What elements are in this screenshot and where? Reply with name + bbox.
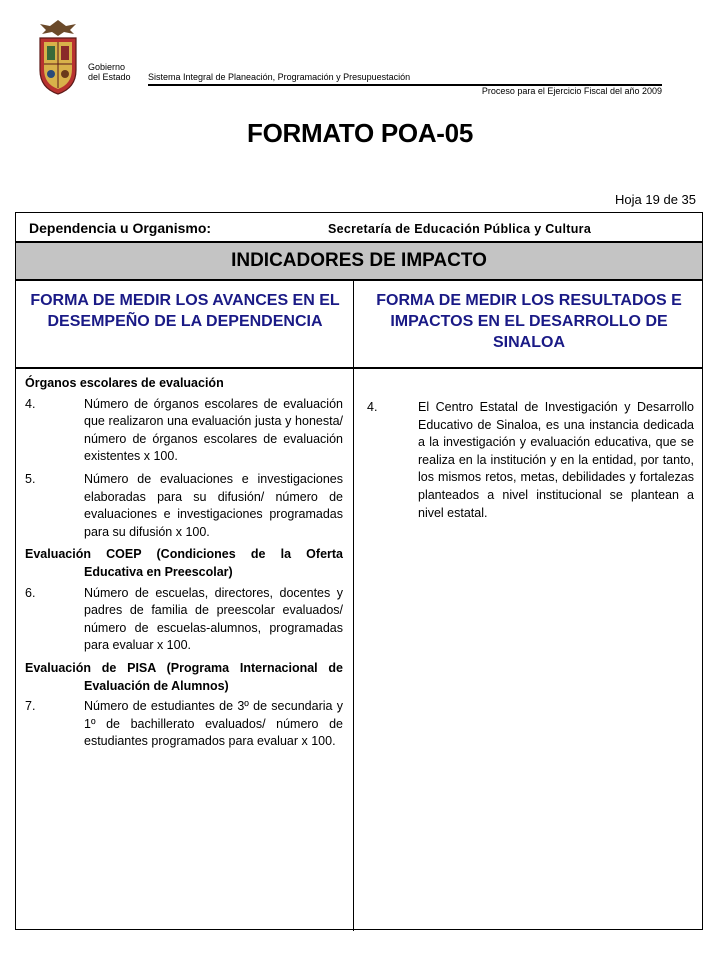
government-line-2: del Estado	[88, 72, 131, 82]
list-item	[25, 396, 343, 466]
list-item	[25, 585, 343, 655]
right-column-heading: FORMA DE MEDIR LOS RESULTADOS E IMPACTOS EN EL DESARROLLO DE SINALOA	[376, 292, 682, 351]
sheet-number: Hoja 19 de 35	[615, 192, 696, 207]
group-title-evaluation-bodies: Órganos escolares de evaluación	[25, 376, 224, 390]
item-text: Número de evaluaciones e investigaciones elaboradas para su difusión/ número de evaluaciones e investigaciones programadas para su difusión x 100.	[84, 471, 343, 539]
impact-indicators-table	[15, 212, 703, 930]
process-label: Proceso para el Ejercicio Fiscal del año 2009	[481, 86, 662, 96]
group-title-coep: Evaluación COEP (Condiciones de la Oferta Educativa en Preescolar)	[25, 547, 343, 579]
item-text: Número de órganos escolares de evaluación que realizaron una evaluación justa y honesta/ número de órganos escolares de evaluación existentes x 100.	[84, 396, 343, 464]
government-line-1: Gobierno	[88, 62, 126, 72]
item-text: Número de escuelas, directores, docentes y padres de familia de preescolar evaluados/ número de escuelas-alumnos, programadas para evaluar x 100.	[84, 585, 343, 653]
item-number: 4.	[367, 400, 378, 414]
column-headings-row	[16, 281, 702, 369]
dependency-row	[16, 213, 702, 243]
item-number: 7.	[25, 699, 36, 714]
list-item	[25, 471, 343, 541]
government-label	[88, 62, 131, 82]
left-column-content	[25, 375, 343, 756]
item-text: El Centro Estatal de Investigación y Desarrollo Educativo de Sinaloa, es una instancia dedicada a la investigación y evaluación educativa, que se realiza en la institución y en la entidad, por tanto, los mismos retos, metas, debilidades y fortalezas planteados a nivel institucional se plantean a nivel estatal.	[418, 400, 694, 520]
list-item	[25, 698, 343, 751]
column-divider	[353, 281, 354, 931]
left-column-heading: FORMA DE MEDIR LOS AVANCES EN EL DESEMPEÑO DE LA DEPENDENCIA	[30, 292, 340, 330]
system-name: Sistema Integral de Planeación, Programación y Presupuestación	[148, 72, 411, 82]
dependency-value: Secretaría de Educación Pública y Cultura	[328, 222, 592, 236]
section-title: INDICADORES DE IMPACTO	[16, 243, 702, 281]
list-item	[367, 399, 694, 522]
item-number: 6.	[25, 585, 36, 600]
item-number: 5.	[25, 471, 36, 486]
item-text: Número de estudiantes de 3º de secundaria y 1º de bachillerato evaluados/ número de estudiantes programados para evaluar x 100.	[84, 699, 343, 749]
right-column-content	[367, 399, 694, 527]
item-number: 4.	[25, 396, 36, 411]
group-title-pisa: Evaluación de PISA (Programa Internacional de Evaluación de Alumnos)	[25, 660, 343, 693]
state-coat-of-arms-icon	[36, 18, 80, 96]
page-title: FORMATO POA-05	[247, 118, 473, 148]
dependency-label: Dependencia u Organismo:	[29, 220, 212, 236]
